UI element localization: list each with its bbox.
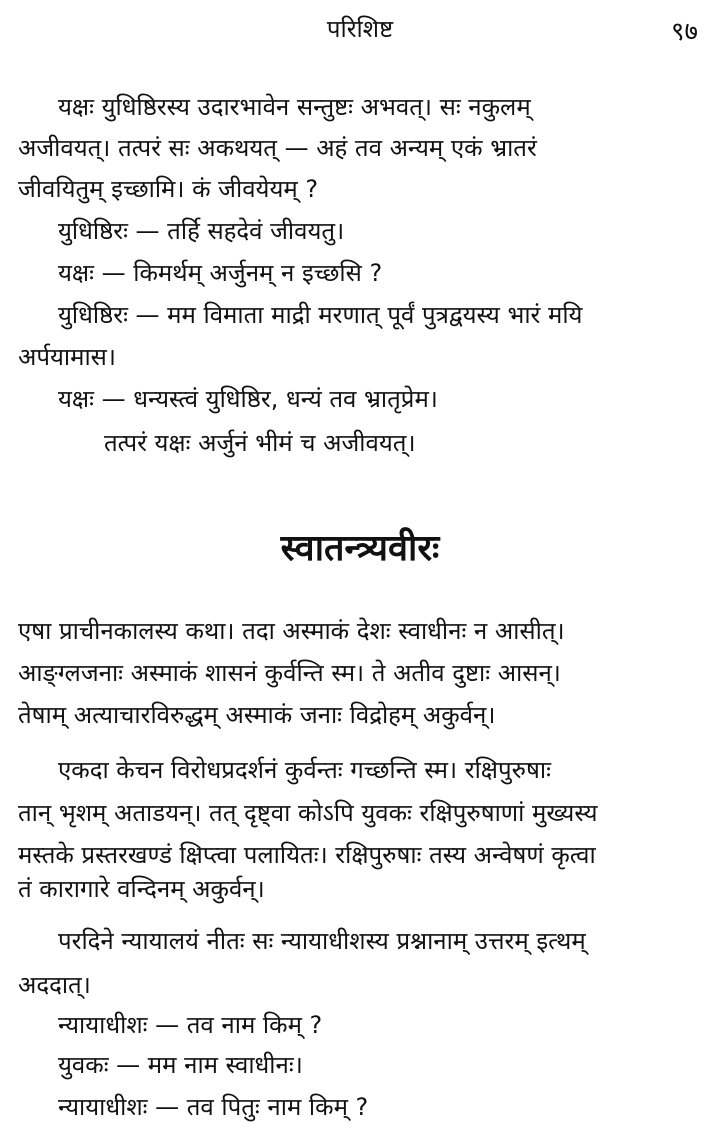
paragraph-line: जीवयितुम् इच्छामि। कं जीवयेयम् ? [18,175,319,203]
dialogue-line: युधिष्ठिरः — तर्हि सहदेवं जीवयतु। [58,217,345,245]
dialogue-line: युधिष्ठिरः — मम विमाता माद्री मरणात् पूर्वं पुत्रद्वयस्य भारं मयि [58,301,583,329]
page-number: ९७ [670,17,698,47]
dialogue-line: युवकः — मम नाम स्वाधीनः। [58,1051,303,1079]
dialogue-line: अर्पयामास। [18,343,116,371]
paragraph-line: आङ्ग्लजनाः अस्माकं शासनं कुर्वन्ति स्म। ते अतीव दुष्टाः आसन्। [18,659,561,687]
dialogue-line: यक्षः — धन्यस्त्वं युधिष्ठिर, धन्यं तव भ्रातृप्रेम। [58,385,438,413]
section-title: स्वातन्त्र्यवीरः [280,528,440,569]
paragraph-line: मस्तके प्रस्तरखण्डं क्षिप्त्वा पलायितः। रक्षिपुरुषाः तस्य अन्वेषणं कृत्वा [18,841,596,869]
paragraph-line: तत्परं यक्षः अर्जुनं भीमं च अजीवयत्। [104,429,416,457]
paragraph-line: एषा प्राचीनकालस्य कथा। तदा अस्माकं देशः स्वाधीनः न आसीत्। [18,617,565,645]
paragraph-line: अजीवयत्। तत्परं सः अकथयत् — अहं तव अन्यम् एकं भ्रातरं [18,134,537,162]
paragraph-line: परदिने न्यायालयं नीतः सः न्यायाधीशस्य प्रश्नानाम् उत्तरम् इत्थम् [58,927,586,955]
paragraph-line: यक्षः युधिष्ठिरस्य उदारभावेन सन्तुष्टः अभवत्। सः नकुलम् [58,93,531,121]
dialogue-line: न्यायाधीशः — तव पितुः नाम किम् ? [58,1093,369,1121]
paragraph-line: एकदा केचन विरोधप्रदर्शनं कुर्वन्तः गच्छन्ति स्म। रक्षिपुरुषाः [58,756,551,784]
dialogue-line: यक्षः — किमर्थम् अर्जुनम् न इच्छसि ? [58,259,383,287]
paragraph-line: तेषाम् अत्याचारविरुद्धम् अस्माकं जनाः विद्रोहम् अकुर्वन्। [18,701,496,729]
dialogue-line: न्यायाधीशः — तव नाम किम् ? [58,1011,323,1039]
paragraph-line: तं कारागारे वन्दिनम् अकुर्वन्। [18,875,265,903]
running-head: परिशिष्ट [326,15,394,43]
paragraph-line: तान् भृशम् अताडयन्। तत् दृष्ट्वा कोऽपि युवकः रक्षिपुरुषाणां मुख्यस्य [18,799,598,827]
page-header [0,8,720,48]
paragraph-line: अददात्। [18,971,91,999]
